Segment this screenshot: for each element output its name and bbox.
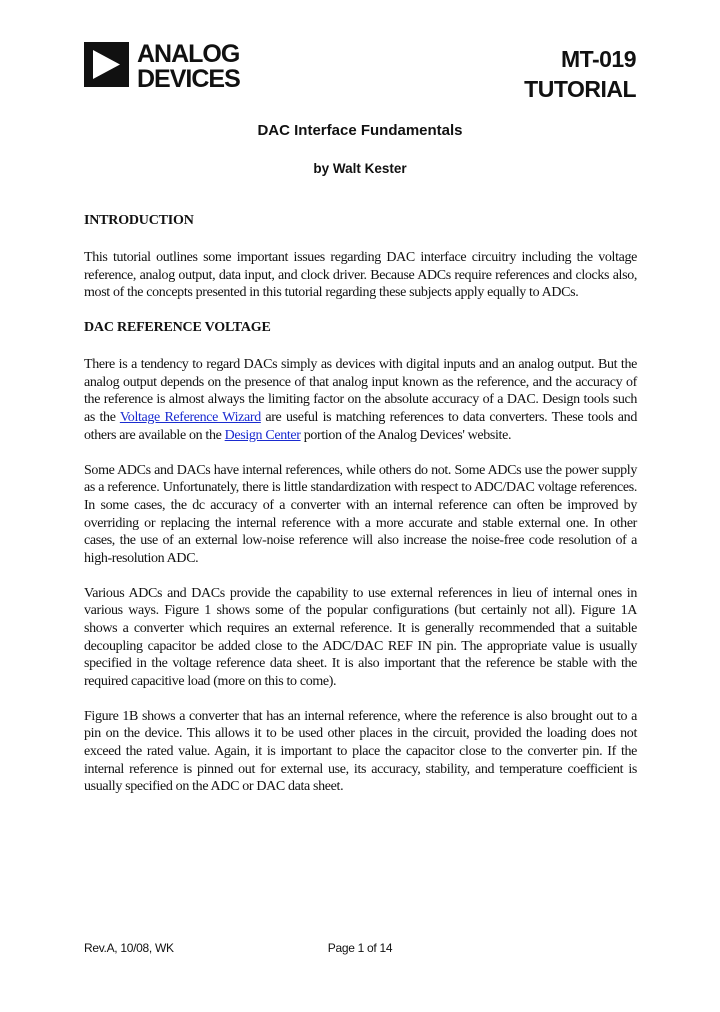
doc-number: MT-019 (561, 46, 636, 72)
doc-type: TUTORIAL (524, 76, 636, 102)
reference-paragraph-2: Some ADCs and DACs have internal references, while others do not. Some ADCs use the power supply as a reference. Unfortunately, there is little standardization with respect to ADC/DAC voltage references. In some cases, the dc accuracy of a converter with an internal reference can often be improved by overriding or replacing the internal reference with a more accurate and stable external one. In other cases, the use of an external low-noise reference will also increase the noise-free code resolution of a high-resolution ADC. (84, 462, 637, 566)
intro-paragraph: This tutorial outlines some important issues regarding DAC interface circuitry including the voltage reference, analog output, data input, and clock driver. Because ADCs require references and clocks also, most of the concepts presented in this tutorial regarding these subjects apply equally to ADCs. (84, 250, 637, 301)
reference-paragraph-1 (84, 356, 637, 444)
paragraph-text: There is a tendency to regard DACs simply as devices with digital inputs and an analog output. But the analog output depends on the presence of that analog input known as the reference, and the accuracy of the reference is almost always the limiting factor on the absolute accuracy of a DAC. Design tools such as the (84, 357, 637, 426)
reference-paragraph-3: Various ADCs and DACs provide the capability to use external references in lieu of internal ones in various ways. Figure 1 shows some of the popular configurations (but certainly not all). Figure 1A shows a converter which requires an external reference. It is generally recommended that a suitable decoupling capacitor be added close to the ADC/DAC REF IN pin. The appropriate value is usually specified in the voltage reference data sheet. It is also important that the reference be stable with the required capacitive load (more on this to come). (84, 585, 637, 689)
logo-wordmark (137, 42, 240, 92)
document-id (524, 44, 636, 104)
document-body (84, 212, 637, 813)
logo-line-1: ANALOG (137, 40, 240, 68)
section-heading-introduction: INTRODUCTION (84, 213, 194, 228)
company-logo (84, 42, 240, 92)
footer-revision: Rev.A, 10/08, WK (84, 941, 174, 955)
page-title: DAC Interface Fundamentals (257, 122, 463, 139)
paragraph-text: are useful is matching references to data converters. These tools and others are available on the (84, 410, 637, 443)
paragraph-text: portion of the Analog Devices' website. (300, 427, 512, 443)
logo-line-2: DEVICES (137, 65, 240, 93)
author-line: by Walt Kester (313, 161, 407, 176)
section-heading-reference: DAC REFERENCE VOLTAGE (84, 320, 271, 336)
logo-triangle-icon (84, 42, 129, 87)
design-center-link[interactable]: Design Center (224, 427, 301, 443)
voltage-reference-wizard-link[interactable]: Voltage Reference Wizard (119, 410, 261, 426)
reference-paragraph-4: Figure 1B shows a converter that has an internal reference, where the reference is also brought out to a pin on the device. This allows it to be used other places in the circuit, provided the loading does not exceed the rated value. Again, it is important to place the capacitor close to the converter pin. If the internal reference is pinned out for external use, its accuracy, stability, and temperature coefficient is usually specified on the ADC or DAC data sheet. (84, 708, 637, 795)
footer-page-number: Page 1 of 14 (327, 941, 393, 955)
